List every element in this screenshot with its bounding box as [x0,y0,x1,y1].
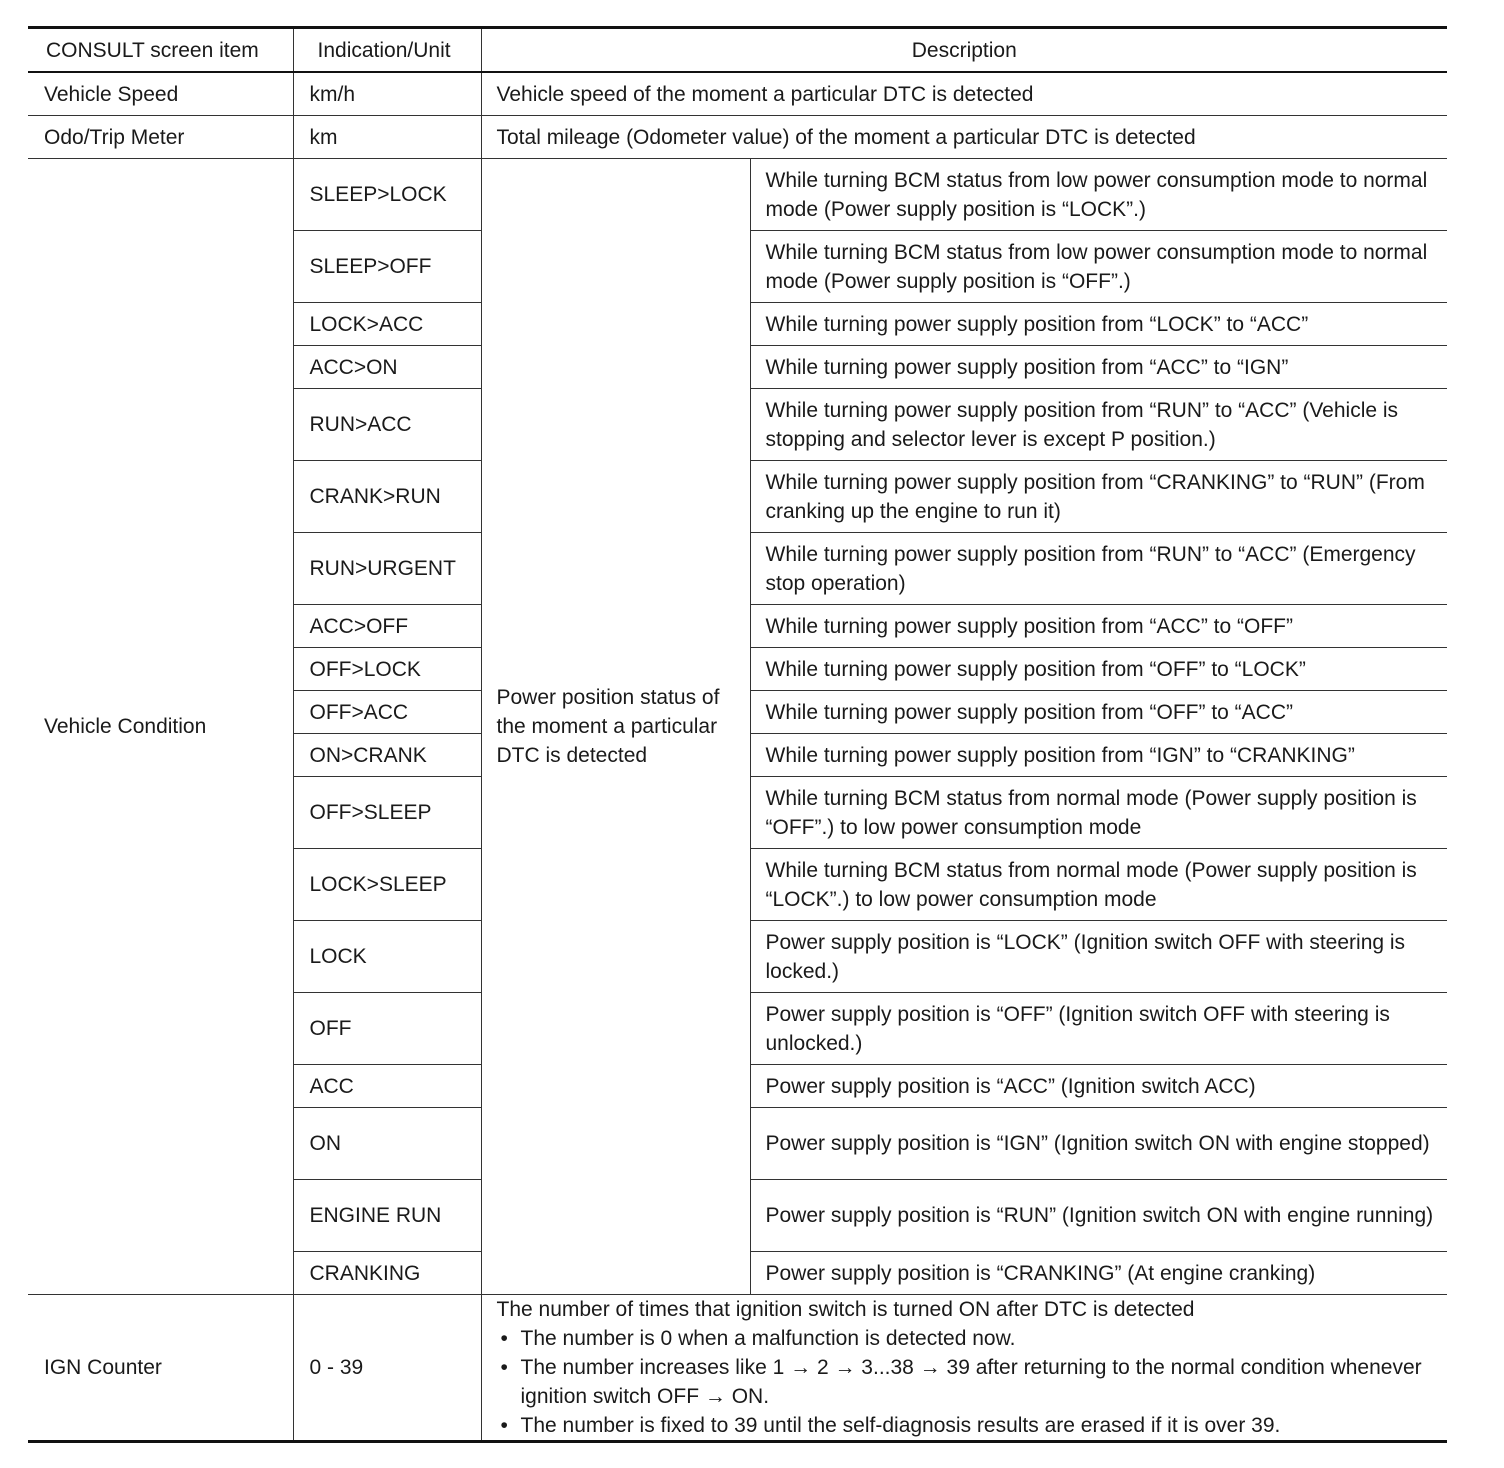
indication-cell: LOCK>SLEEP [293,849,481,921]
item-odo-trip-meter: Odo/Trip Meter [28,116,293,159]
condition-detail-cell: Power supply position is “IGN” (Ignition switch ON with engine stopped) [750,1108,1447,1180]
condition-detail-cell: While turning power supply position from “IGN” to “CRANKING” [750,734,1447,777]
table-row-vehicle-speed [28,72,1447,116]
indication-cell: ACC>OFF [293,605,481,648]
item-vehicle-condition: Vehicle Condition [28,159,293,1295]
indication-cell: OFF>LOCK [293,648,481,691]
indication-cell: ENGINE RUN [293,1180,481,1252]
indication-cell: SLEEP>LOCK [293,159,481,231]
ign-counter-summary: The number of times that ignition switch is turned ON after DTC is detected [496,1298,1195,1321]
description-vehicle-speed: Vehicle speed of the moment a particular DTC is detected [481,72,1447,116]
header-consult-screen-item: CONSULT screen item [28,28,293,73]
table-header-row [28,28,1447,73]
condition-detail-cell: While turning BCM status from normal mode (Power supply position is “LOCK”.) to low power consumption mode [750,849,1447,921]
list-item: • The number is 0 when a malfunction is detected now. [497,1324,1448,1353]
condition-detail-cell: While turning BCM status from low power consumption mode to normal mode (Power supply position is “OFF”.) [750,231,1447,303]
description-odo-trip-meter: Total mileage (Odometer value) of the moment a particular DTC is detected [481,116,1447,159]
bullet-icon: • [500,1356,508,1379]
description-ign-counter [481,1295,1447,1442]
indication-cell: ACC>ON [293,346,481,389]
indication-cell: LOCK [293,921,481,993]
list-item: • The number is fixed to 39 until the self-diagnosis results are erased if it is over 39. [497,1411,1448,1440]
consult-data-table [28,26,1447,1443]
condition-detail-cell: While turning power supply position from “CRANKING” to “RUN” (From cranking up the engine to run it) [750,461,1447,533]
indication-cell: CRANKING [293,1252,481,1295]
indication-cell: ON [293,1108,481,1180]
condition-detail-cell: While turning power supply position from “LOCK” to “ACC” [750,303,1447,346]
indication-cell: OFF>ACC [293,691,481,734]
indication-cell: OFF [293,993,481,1065]
condition-detail-cell: While turning power supply position from “OFF” to “ACC” [750,691,1447,734]
condition-detail-cell: While turning BCM status from low power consumption mode to normal mode (Power supply position is “LOCK”.) [750,159,1447,231]
unit-odo-trip-meter: km [293,116,481,159]
condition-detail-cell: Power supply position is “OFF” (Ignition switch OFF with steering is unlocked.) [750,993,1447,1065]
bullet-icon: • [500,1414,508,1437]
indication-cell: CRANK>RUN [293,461,481,533]
condition-detail-cell: Power supply position is “RUN” (Ignition switch ON with engine running) [750,1180,1447,1252]
condition-detail-cell: While turning power supply position from “RUN” to “ACC” (Emergency stop operation) [750,533,1447,605]
table-row-odo-trip-meter [28,116,1447,159]
description-vehicle-condition: Power position status of the moment a particular DTC is detected [481,159,750,1295]
condition-detail-cell: While turning power supply position from “ACC” to “OFF” [750,605,1447,648]
indication-cell: SLEEP>OFF [293,231,481,303]
ign-counter-bullet-list [497,1324,1448,1440]
condition-detail-cell: While turning power supply position from “RUN” to “ACC” (Vehicle is stopping and selector lever is except P position.) [750,389,1447,461]
condition-detail-cell: Power supply position is “ACC” (Ignition switch ACC) [750,1065,1447,1108]
item-vehicle-speed: Vehicle Speed [28,72,293,116]
bullet-icon: • [500,1327,508,1350]
list-item: • The number increases like 1 → 2 → 3...38 → 39 after returning to the normal condition whenever ignition switch OFF → ON. [497,1353,1448,1411]
indication-cell: LOCK>ACC [293,303,481,346]
condition-detail-cell: While turning power supply position from “OFF” to “LOCK” [750,648,1447,691]
condition-detail-cell: Power supply position is “LOCK” (Ignition switch OFF with steering is locked.) [750,921,1447,993]
indication-cell: ON>CRANK [293,734,481,777]
item-ign-counter: IGN Counter [28,1295,293,1442]
condition-detail-cell: Power supply position is “CRANKING” (At engine cranking) [750,1252,1447,1295]
table-row [28,159,1447,231]
header-indication-unit: Indication/Unit [293,28,481,73]
unit-ign-counter: 0 - 39 [293,1295,481,1442]
condition-detail-cell: While turning BCM status from normal mode (Power supply position is “OFF”.) to low power consumption mode [750,777,1447,849]
indication-cell: RUN>ACC [293,389,481,461]
indication-cell: RUN>URGENT [293,533,481,605]
header-description: Description [481,28,1447,73]
table-row-ign-counter [28,1295,1447,1442]
indication-cell: OFF>SLEEP [293,777,481,849]
indication-cell: ACC [293,1065,481,1108]
condition-detail-cell: While turning power supply position from “ACC” to “IGN” [750,346,1447,389]
unit-vehicle-speed: km/h [293,72,481,116]
